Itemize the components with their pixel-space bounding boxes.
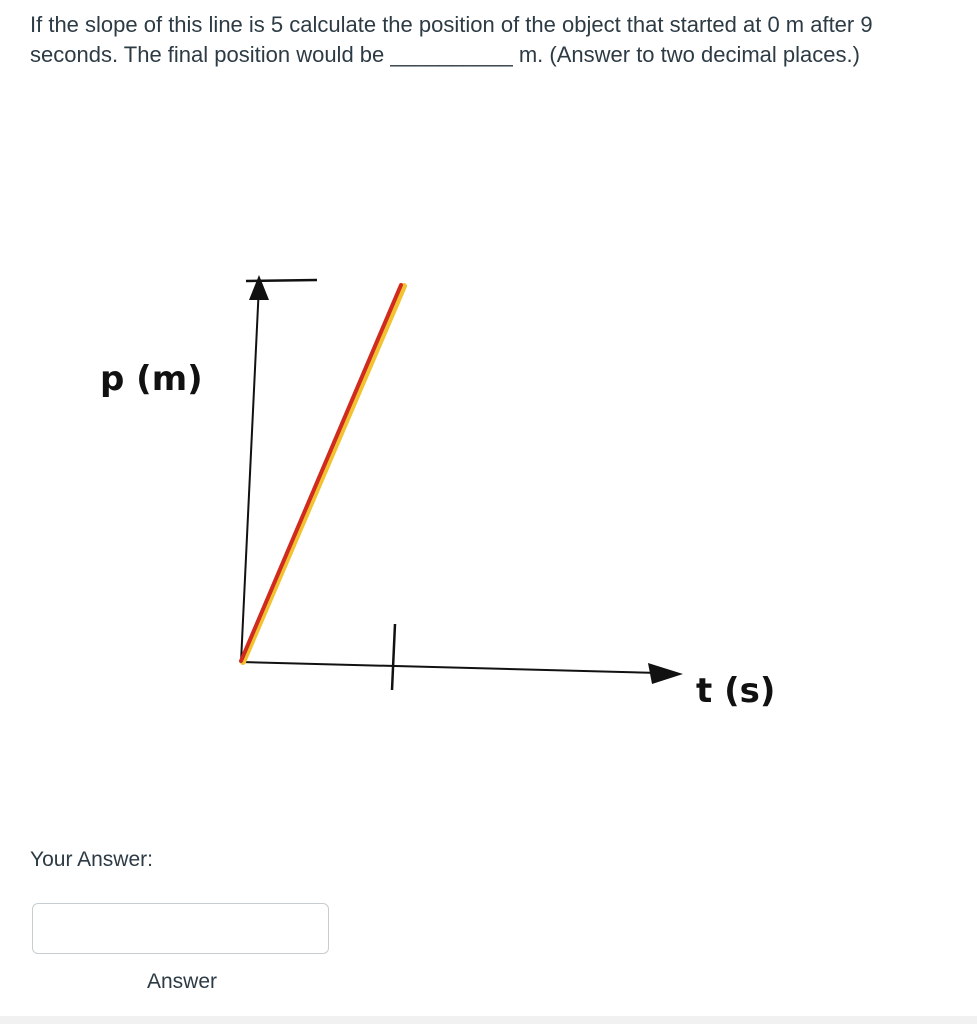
slope-line-highlight xyxy=(243,286,404,662)
answer-caption: Answer xyxy=(146,970,218,993)
x-axis xyxy=(241,662,660,673)
question-text: If the slope of this line is 5 calculate the position of the object that started at 0 m after 9 seconds. The final position would be __________ m. (Answer to two decimal places.) xyxy=(30,12,873,67)
x-axis-label: t (s) xyxy=(696,671,776,711)
x-axis-arrowhead xyxy=(648,663,683,684)
slope-line xyxy=(241,285,401,661)
y-axis-label: p (m) xyxy=(100,359,203,399)
your-answer-label: Your Answer: xyxy=(30,848,153,871)
x-axis-tick xyxy=(392,624,395,690)
answer-input[interactable] xyxy=(32,903,329,954)
y-axis-arrowhead xyxy=(249,275,269,300)
bottom-divider xyxy=(0,1016,977,1024)
y-axis-top-tick xyxy=(246,280,317,281)
y-axis xyxy=(241,285,259,662)
